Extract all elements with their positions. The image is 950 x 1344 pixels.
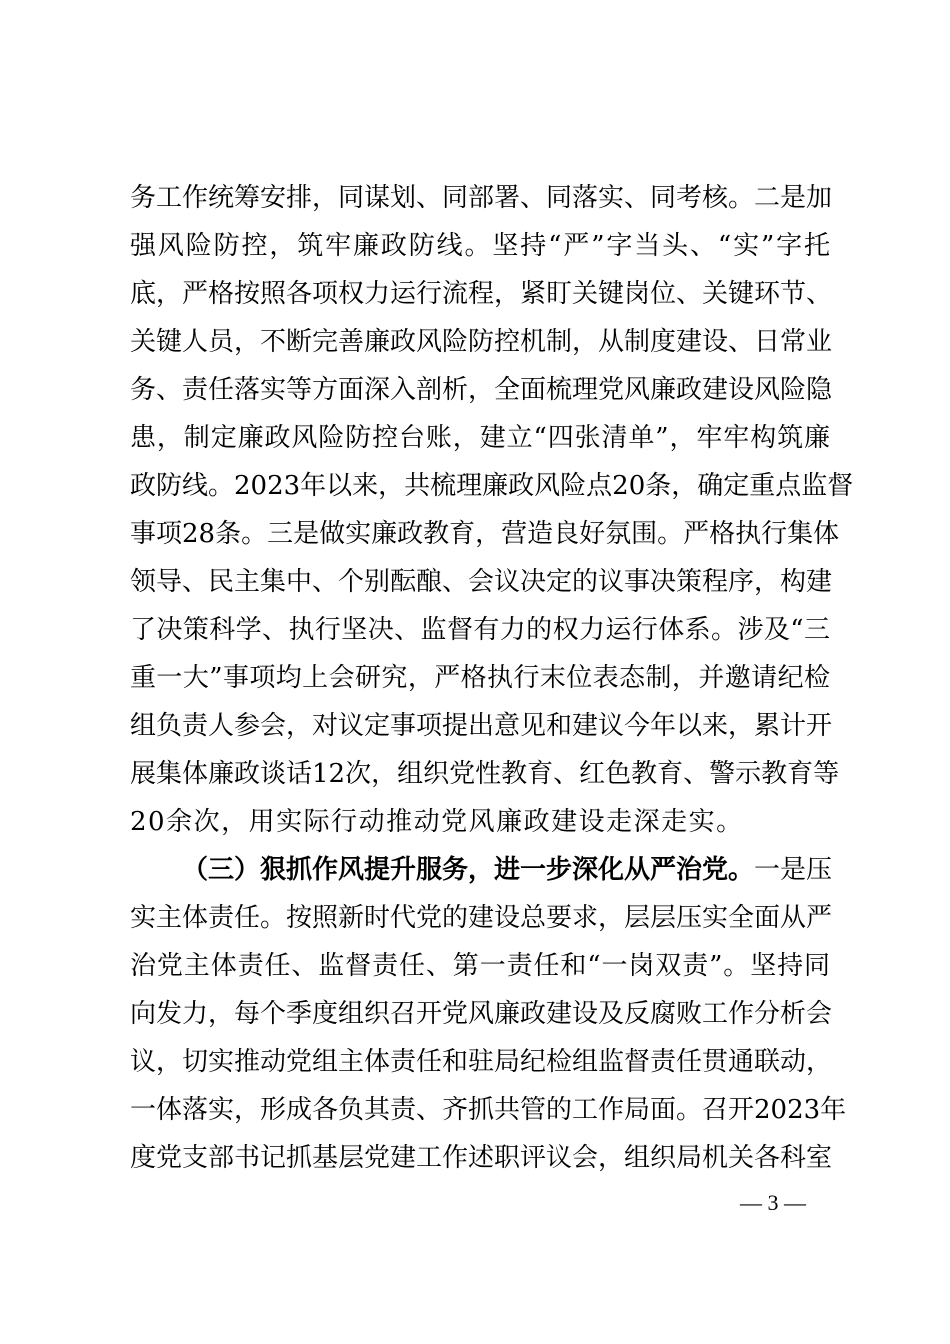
paragraph-2	[130, 846, 847, 1182]
text-line: 一体落实，形成各负其责、齐抓共管的工作局面。召开2023年	[130, 1095, 847, 1125]
text-line: 组负责人参会，对议定事项提出意见和建议今年以来，累计开	[130, 711, 833, 741]
text-line: 务、责任落实等方面深入剖析，全面梳理党风廉政建设风险隐	[130, 375, 833, 405]
paragraph-1	[130, 174, 854, 846]
text-line: 关键人员，不断完善廉政风险防控机制，从制度建设、日常业	[130, 327, 833, 357]
text-line: 政防线。2023年以来，共梳理廉政风险点20条，确定重点监督	[130, 471, 854, 501]
text-span: 一是压	[754, 855, 833, 885]
page-number: — 3 —	[740, 1190, 806, 1215]
text-line: 20余次，用实际行动推动党风廉政建设走深走实。	[130, 807, 744, 837]
text-line: 议，切实推动党组主体责任和驻局纪检组监督责任贯通联动，	[130, 1047, 833, 1077]
text-line: 事项28条。三是做实廉政教育，营造良好氛围。严格执行集体	[130, 519, 840, 549]
text-line: 了决策科学、执行坚决、监督有力的权力运行体系。涉及“三	[130, 615, 830, 645]
text-line: 底，严格按照各项权力运行流程，紧盯关键岗位、关键环节、	[130, 279, 833, 309]
section-heading-line	[130, 846, 833, 894]
text-line: 务工作统筹安排，同谋划、同部署、同落实、同考核。二是加	[130, 183, 833, 213]
document-page	[130, 174, 854, 1182]
text-line: 向发力，每个季度组织召开党风廉政建设及反腐败工作分析会	[130, 999, 833, 1029]
text-line: 强风险防控，筑牢廉政防线。坚持“严”字当头、“实”字托	[130, 231, 830, 261]
text-line: 实主体责任。按照新时代党的建设总要求，层层压实全面从严	[130, 903, 833, 933]
section-heading: （三）狠抓作风提升服务，进一步深化从严治党。	[182, 855, 755, 885]
text-line: 患，制定廉政风险防控台账，建立“四张清单”，牢牢构筑廉	[130, 423, 830, 453]
text-line: 展集体廉政谈话12次，组织党性教育、红色教育、警示教育等	[130, 759, 840, 789]
text-line: 重一大”事项均上会研究，严格执行末位表态制，并邀请纪检	[130, 663, 830, 693]
text-line: 度党支部书记抓基层党建工作述职评议会，组织局机关各科室	[130, 1143, 833, 1173]
text-line: 治党主体责任、监督责任、第一责任和“一岗双责”。坚持同	[130, 951, 830, 981]
text-line: 领导、民主集中、个别酝酿、会议决定的议事决策程序，构建	[130, 567, 833, 597]
